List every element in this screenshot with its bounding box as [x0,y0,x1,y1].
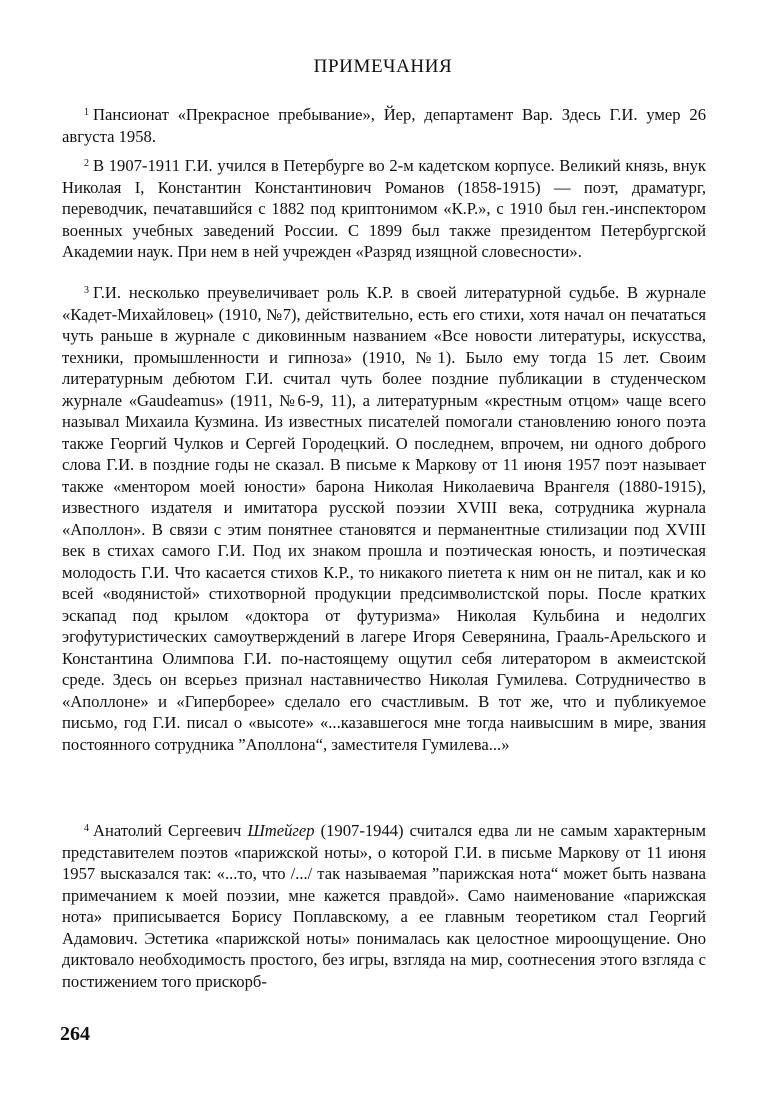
note-number: 1 [84,107,89,118]
page-title: ПРИМЕЧАНИЯ [313,56,453,77]
note-text-italic-name: Штейгер [247,821,315,840]
note-text: Пансионат «Прекрасное пребывание», Йер, департамент Вар. Здесь Г.И. умер 26 августа 1958. [62,105,706,146]
note-4 [62,818,706,992]
note-1 [62,102,706,147]
note-text: В 1907-1911 Г.И. учился в Петербурге во 2-м кадетском корпусе. Великий князь, внук Николая I, Константин Константинович Романов (1858-1915) — поэт, драматург, переводчик, печатавшийся с 1882 под криптонимом «К.Р.», с 1910 был ген.-инспектором военных учебных заведений России. С 1899 был также президентом Петербургской Академии наук. При нем в ней учрежден «Разряд изящной словесности». [62,156,706,261]
note-number: 2 [84,158,89,169]
note-number: 3 [84,285,89,296]
page-number: 264 [60,1023,90,1045]
note-text-end: (1907-1944) считался едва ли не самым характерным представителем поэтов «парижской ноты», о которой Г.И. в письме Маркову от 11 июня 1957 высказался так: «...то, что /.../ так называемая ”парижская нота“ может быть названа примечанием к моей поэзии, мне кажется правдой». Само наименование «парижская нота» приписывается Борису Поплавскому, а ее главным теоретиком стал Георгий Адамович. Эстетика «парижской ноты» понималась как целостное мироощущение. Оно диктовало необходимость простого, без игры, взгляда на мир, соотнесения этого взгляда с постижением того прискорб- [62,821,707,991]
note-text: Г.И. несколько преувеличивает роль К.Р. в своей литературной судьбе. В журнале «Кадет-Михайловец» (1910, №7), действительно, есть его стихи, хотя начал он печататься чуть раньше в журнале с диковинным названием «Все новости литературы, искусства, техники, промышленности и гипноза» (1910, №1). Было ему тогда 15 лет. Своим литературным дебютом Г.И. считал чуть более поздние публикации в студенческом журнале «Gaudeamus» (1911, №6-9, 11), а литературным «крестным отцом» чаще всего называл Михаила Кузмина. Из известных писателей помогали становлению юного поэта также Георгий Чулков и Сергей Городецкий. О последнем, впрочем, ни одного доброго слова Г.И. в поздние годы не сказал. В письме к Маркову от 11 июня 1957 поэт называет также «ментором моей юности» барона Николая Николаевича Врангеля (1880-1915), известного издателя и имитатора русской поэзии XVIII века, сотрудника журнала «Аполлон». В связи с этим понятнее становятся и перманентные стилизации под XVIII век в стихах самого Г.И. Под их знаком прошла и поэтическая юность, и поэтическая молодость Г.И. Что касается стихов К.Р., то никакого пиетета к ним он не питал, как и ко всей «водянистой» стихотворной продукции предсимволистской поры. После кратких эскапад под крылом «доктора от футуризма» Николая Кульбина и недолгих эгофутуристических самоутверждений в лагере Игоря Северянина, Грааль-Арельского и Константина Олимпова Г.И. по-настоящему ощутил себя литератором в акмеистской среде. Здесь он всерьез признал наставничество Николая Гумилева. Сотрудничество в «Аполлоне» и «Гиперборее» сделало его счастливым. В тот же, что и публикуемое письмо, год Г.И. писал о «высоте» «...казавшегося мне тогда наивысшим в мире, звания постоянного сотрудника ”Аполлона“, заместителя Гумилева...» [62,283,706,754]
note-text-start: Анатолий Сергеевич [93,821,248,840]
note-3 [62,280,706,755]
note-2 [62,153,706,263]
note-number: 4 [84,823,89,834]
